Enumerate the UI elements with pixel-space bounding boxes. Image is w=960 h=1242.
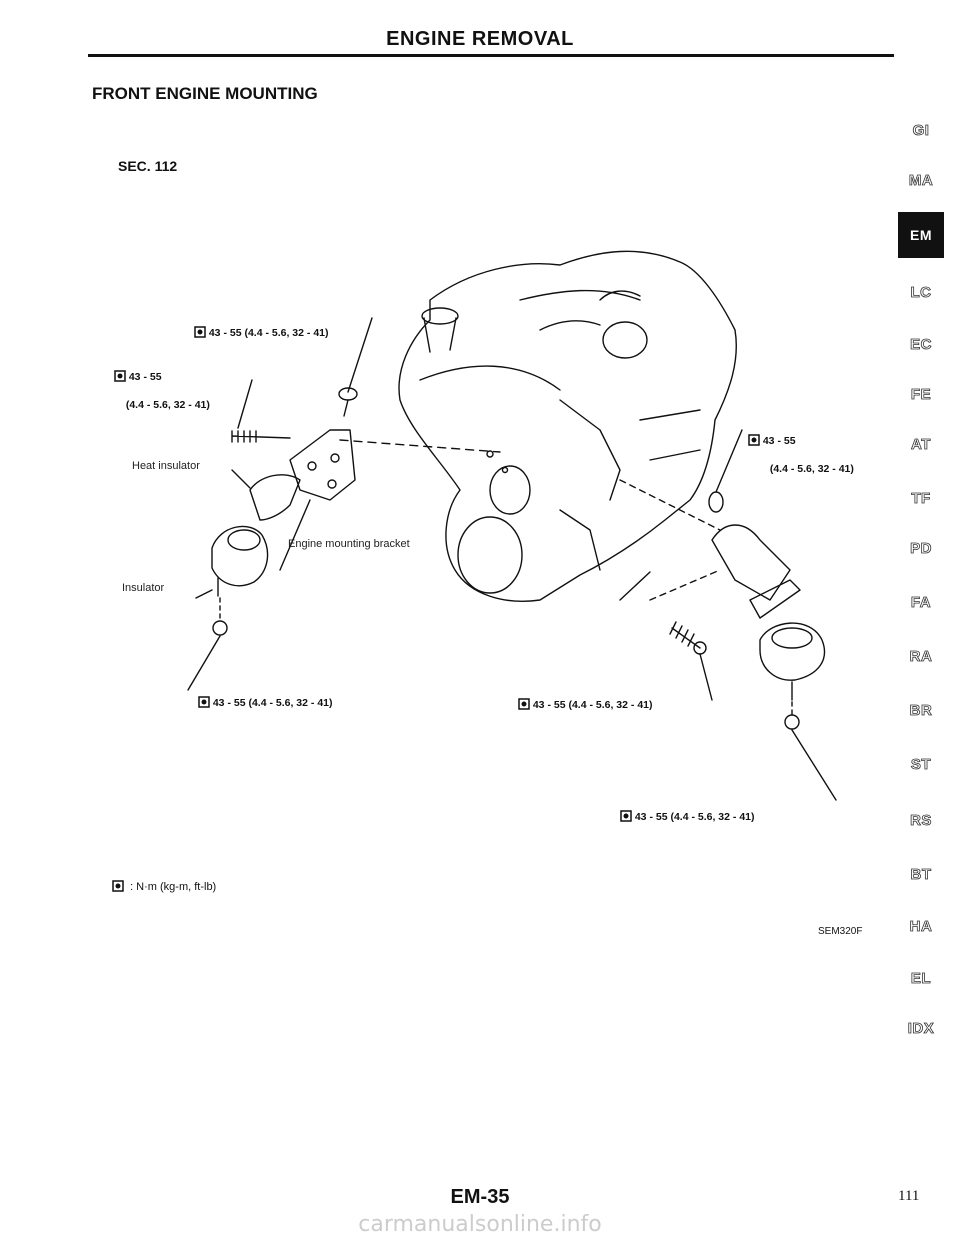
side-tab-at[interactable]: AT	[911, 436, 931, 453]
torque-wrench-icon	[114, 370, 126, 382]
label-insulator: Insulator	[122, 582, 165, 594]
side-tab-fa[interactable]: FA	[910, 594, 932, 611]
side-tab-ha[interactable]: HA	[909, 918, 933, 935]
left-insulator-shape	[212, 526, 268, 585]
section-title: FRONT ENGINE MOUNTING	[92, 84, 318, 103]
callout-top-bolt: 43 - 55 (4.4 - 5.6, 32 - 41)	[188, 312, 329, 340]
side-tab-ra[interactable]: RA	[909, 648, 933, 665]
callout-left-bolt: 43 - 55 (4.4 - 5.6, 32 - 41)	[108, 356, 210, 412]
engine-front-opening	[458, 517, 522, 593]
side-tab-el[interactable]: EL	[910, 970, 932, 987]
side-tab-em-active[interactable]: EM	[898, 212, 944, 258]
side-tab-ma[interactable]: MA	[908, 172, 934, 189]
side-tab-tf[interactable]: TF	[911, 490, 931, 507]
side-tab-ec[interactable]: EC	[910, 336, 932, 353]
page-header-title: ENGINE REMOVAL	[386, 28, 574, 50]
side-tab-pd[interactable]: PD	[910, 540, 932, 557]
torque-wrench-icon	[748, 434, 760, 446]
label-engine-mounting-bracket: Engine mounting bracket	[288, 538, 410, 550]
side-tab-bt[interactable]: BT	[910, 866, 932, 883]
side-tab-st[interactable]: ST	[910, 756, 932, 773]
torque-unit-legend: : N·m (kg-m, ft-lb)	[112, 880, 216, 893]
side-tab-lc[interactable]: LC	[910, 284, 932, 301]
callout-bottom-right-bolt: 43 - 55 (4.4 - 5.6, 32 - 41)	[614, 796, 755, 824]
right-bracket-shape	[712, 525, 790, 600]
side-tab-idx[interactable]: IDX	[907, 1020, 935, 1037]
side-tab-gi[interactable]: GI	[912, 122, 930, 139]
figure-code: SEM320F	[818, 926, 863, 937]
oil-filler-cap-shape	[422, 308, 458, 324]
torque-wrench-icon	[198, 696, 210, 708]
callout-lower-left-bolt: 43 - 55 (4.4 - 5.6, 32 - 41)	[192, 682, 333, 710]
page-number: 111	[898, 1188, 920, 1204]
section-number: SEC. 112	[118, 158, 178, 174]
label-heat-insulator: Heat insulator	[132, 460, 200, 472]
side-tab-rs[interactable]: RS	[910, 812, 932, 829]
torque-wrench-icon	[518, 698, 530, 710]
bracket-centerline	[340, 440, 500, 452]
right-insulator-shape	[760, 623, 824, 680]
page-footer-code: EM-35	[450, 1186, 510, 1208]
engine-block-outline	[399, 251, 736, 601]
callout-right-bolt: 43 - 55 (4.4 - 5.6, 32 - 41)	[742, 420, 854, 476]
torque-wrench-icon	[112, 880, 124, 892]
side-tab-fe[interactable]: FE	[910, 386, 932, 403]
watermark-text: carmanualsonline.info	[358, 1212, 602, 1237]
torque-wrench-icon	[620, 810, 632, 822]
callout-lower-center-bolt: 43 - 55 (4.4 - 5.6, 32 - 41)	[512, 684, 653, 712]
side-tab-br[interactable]: BR	[909, 702, 933, 719]
torque-wrench-icon	[194, 326, 206, 338]
heat-insulator-shape	[250, 475, 300, 520]
bracket-bolt-shape	[232, 431, 290, 442]
